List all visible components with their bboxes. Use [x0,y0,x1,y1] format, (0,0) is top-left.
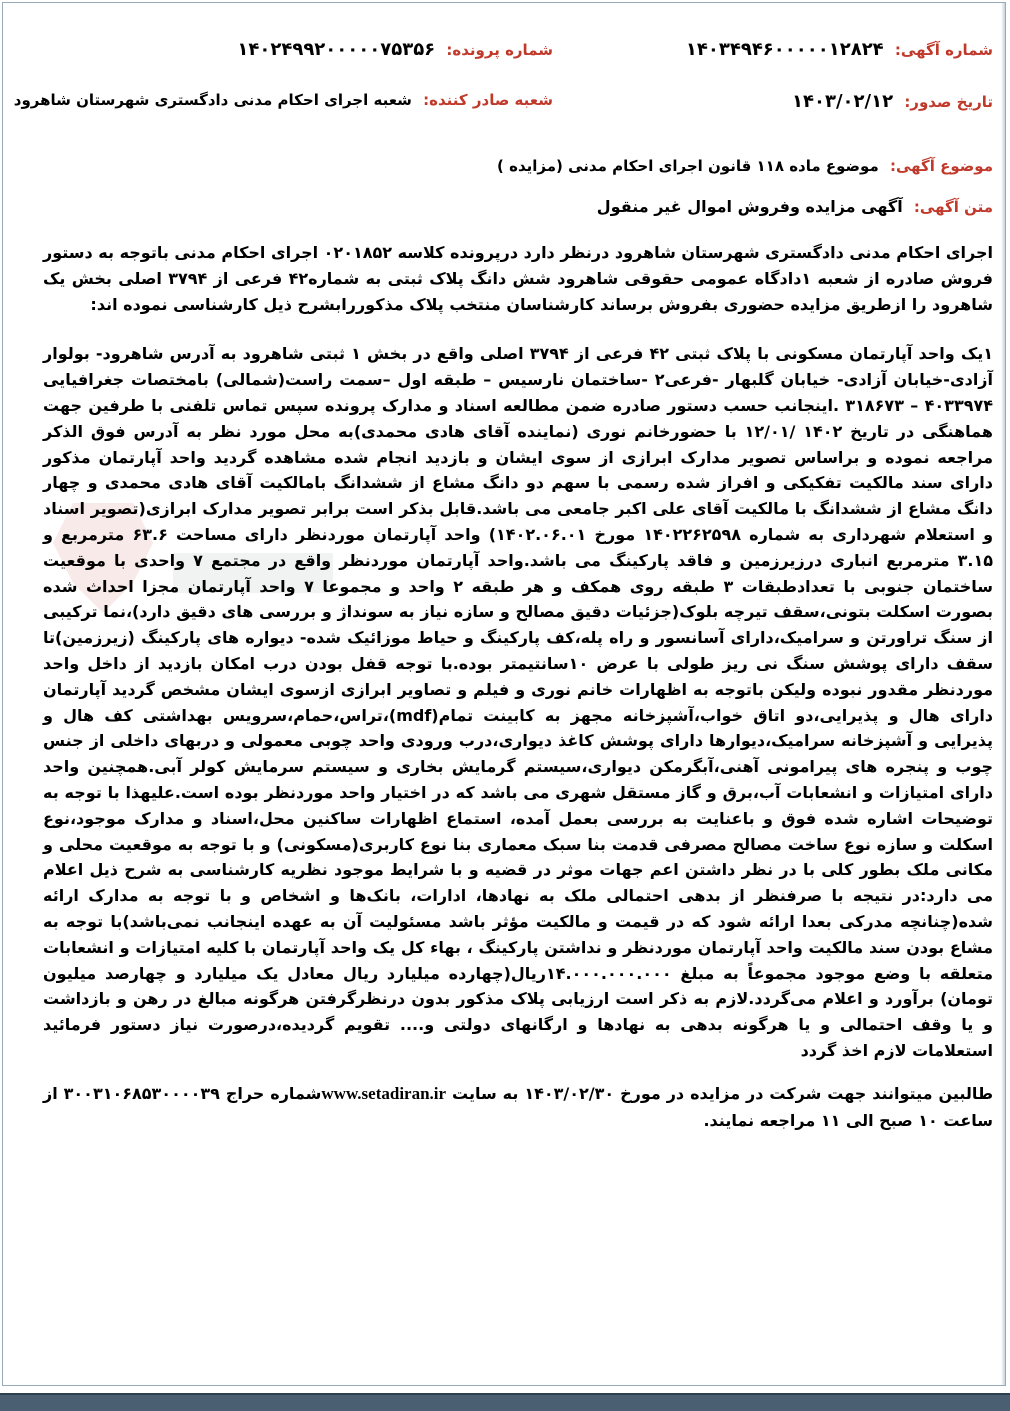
subject-row [43,157,993,175]
issue-date [792,91,993,112]
issuer-value: شعبه اجرای احکام مدنی دادگستری شهرستان شاهرود [13,91,412,109]
notice-number-value: ۱۴۰۳۴۹۴۶۰۰۰۰۰۱۲۸۲۴ [685,39,884,60]
text-label: متن آگهی: [913,198,993,216]
notice-number-label: شماره آگهی: [894,41,993,59]
file-number-label: شماره پرونده: [446,41,553,59]
intro-paragraph: اجرای احکام مدنی دادگستری شهرستان شاهرود درنظر دارد درپرونده کلاسه ۰۲۰۱۸۵۲ اجرای احکام مدنی باتوجه به دستور فروش صادره از شعبه ۱دادگاه عمومی حقوقی شاهرود شش دانگ پلاک ثبتی به شماره۴۲ فرعی از ۳۷۹۴ اصلی بخش یک شاهرود را ازطریق مزایده حضوری بفروش برساند کارشناسان منتخب پلاک مذکوررابشرح ذیل کارشناسی نموده اند: [43,243,994,314]
closing-paragraph [43,1080,993,1134]
text-title: آگهی مزایده وفروش اموال غیر منقول [596,197,903,216]
file-number [237,39,553,60]
issuer [14,91,553,109]
closing-after-site: شماره حراج ۳۰۰۳۱۰۶۸۵۳۰۰۰۰۳۹ از ساعت ۱۰ صبح الی ۱۱ مراجعه نمایند. [43,1083,993,1130]
setadiran-site-link[interactable]: www.setadiran.ir [321,1083,447,1103]
notice-content [13,39,994,1150]
notice-number [686,39,993,60]
file-number-value: ۱۴۰۲۴۹۹۲۰۰۰۰۰۷۵۳۵۶ [237,39,436,60]
meta-row-date-issuer [13,91,993,143]
notice-frame [2,2,1006,1386]
issue-date-label: تاریخ صدور: [904,93,993,111]
meta-row-numbers [43,39,993,91]
text-title-row [43,197,993,216]
closing-before-site: طالبین میتوانند جهت شرکت در مزایده در مورخ ۱۴۰۳/۰۲/۳۰ به سایت [452,1083,994,1103]
issuer-label: شعبه صادر کننده: [423,91,553,109]
subject-label: موضوع آگهی: [889,157,993,175]
description-paragraph: ۱یک واحد آپارتمان مسکونی با پلاک ثبتی ۴۲ فرعی از ۳۷۹۴ اصلی واقع در بخش ۱ ثبتی شاهرود به آدرس شاهرود- بولوار آزادی-خیابان آزادی- خیابان گلبهار -فرعی۲ -ساختمان نارسیس – طبقه اول –سمت راست(شمالی) بامختصات جغرافیایی ۴۰۳۳۹۷۴ – ۳۱۸۶۷۳ .اینجانب حسب دستور صادره ضمن مطالعه اسناد و مدارک پرونده سپس تماس تلفنی با طرفین جهت هماهنگی در تاریخ ۱۴۰۲ /۱۲/۰۱ با حضورخانم نوری (نماینده آقای هادی محمدی)به محل مورد نظر به آدرس فوق الذکر مراجعه نموده و براساس تصویر مدارک ابرازی از سوی ایشان و بازدید انجام شده مشاهده گردید واحد آپارتمان مذکور دارای سند مالکیت تفکیکی و افراز شده رسمی با سهم دو دانگ مشاع از ششدانگ بامالکیت آقای هادی محمدی و چهار دانگ مشاع از ششدانگ با مالکیت آقای علی اکبر جامعی می باشد.قابل بذکر است برابر تصویر مدارک ابرازی(تصویر اسناد و استعلام شهرداری به شماره ۱۴۰۲۲۶۲۵۹۸ مورخ ۱۴۰۲.۰۶.۰۱) واحد آپارتمان موردنظر دارای مساحت ۶۳.۶ مترمربع و ۳.۱۵ مترمربع انباری درزیرزمین و فاقد پارکینگ می باشد.واحد آپارتمان موردنظر واقع در مجتمع ۷ واحدی با موقعیت ساختمان جنوبی با تعدادطبقات ۳ طبقه روی همکف و هر طبقه ۲ واحد و مجموعا ۷ واحد آپارتمان مجزا احداث شده بصورت اسکلت بتونی،سقف تیرچه بلوک(جزئیات دقیق مصالح و سازه نیاز به سونداژ و بررسی های دقیق دارد)،نما ترکیبی از سنگ تراورتن و سرامیک،دارای آسانسور و راه پله،کف پارکینگ و حیاط موزائیک شده- دیواره های پارکینگ (زیرزمین)تا سقف دارای پوشش سنگ نی ریز طولی با عرض ۱۰سانتیمتر بوده.با توجه قفل بودن درب امکان بازدید از داخل واحد موردنظر مقدور نبوده ولیکن باتوجه به اظهارات خانم نوری و فیلم و تصاویر ابرازی ازسوی ایشان مشخص گردید آپارتمان دارای هال و پذیرایی،دو اتاق خواب،آشپزخانه مجهز به کابینت تمام(mdf)،تراس،حمام،سرویس بهداشتی کف هال و پذیرایی و آشپزخانه سرامیک،دیوارها دارای پوشش کاغذ دیواری،درب ورودی واحد چوبی معمولی و دربهای داخلی از جنس چوب و پنجره های پیرامونی آهنی،آبگرمکن دیواری،سیستم گرمایش بخاری و سیستم سرمایش کولر آبی.همچنین واحد دارای امتیازات و انشعابات آب،برق و گاز مستقل شهری می باشد که در اختیار واحد موردنظر بوده است.علیهذا با توجه به توضیحات اشاره شده فوق و باعنایت به بررسی بعمل آمده، استماع اظهارات ساکنین محل،اسناد و مدارک موجود،نوع اسکلت و سازه نوع ساخت مصالح مصرفی قدمت بنا سبک معماری بنا نوع کاربری(مسکونی) و با توجه به موقعیت محلی و مکانی ملک بطور کلی با در نظر داشتن اعم جهات موثر در قضیه و با شرایط موجود نظریه کارشناسی به شرح ذیل اعلام می دارد:در نتیجه با صرفنظر از بدهی احتمالی ملک به نهادها، ادارات، بانک‌ها و اشخاص و با توجه به مدارک ارائه شده(چنانچه مدرکی بعدا ارائه شود که در قیمت و مالکیت مؤثر باشد مسئولیت آن به عهده اینجانب نمی‌باشد)با توجه به مشاع بودن سند مالکیت واحد آپارتمان موردنظر و نداشتن پارکینگ ، بهاء کل یک واحد آپارتمان با کلیه امتیازات و انشعابات متعلقه با وضع موجود مجموعاً به مبلغ ۱۴.۰۰۰.۰۰۰.۰۰۰ریال(چهارده میلیارد ریال معادل یک میلیارد و چهارصد میلیون تومان) برآورد و اعلام می‌گردد.لازم به ذکر است ارزیابی پلاک مذکور بدون درنظرگرفتن هرگونه مبالغ در رهن و بازداشت و یا وقف احتمالی و یا هرگونه بدهی به نهادها و ارگانهای دولتی و.... تقویم گردیده،درصورت نیاز دستور فرمائید استعلامات لازم اخذ گردد [43,344,994,1060]
issue-date-value: ۱۴۰۳/۰۲/۱۲ [792,91,894,112]
subject-value: موضوع ماده ۱۱۸ قانون اجرای احکام مدنی (مزایده ) [497,157,879,175]
bottom-bar [0,1393,1010,1411]
frame-right-shade [1001,3,1005,1385]
